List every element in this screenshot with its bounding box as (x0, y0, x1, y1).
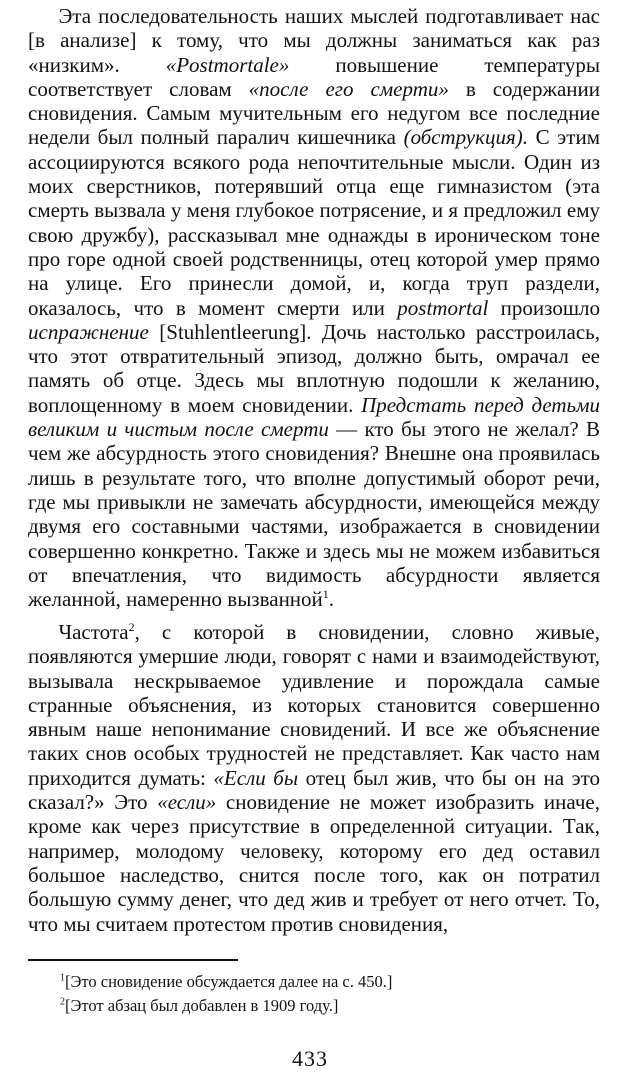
text-run: — кто бы этого не желал? В чем же абсурдность этого сновидения? Внешне она проявилась лишь в результате того, что вполне допустимый оборот речи, где мы привыкли не замечать абсурдности, имеющейся между двумя его составными частями, изображается в сновидении совершенно конкретно. Также и здесь мы не можем избавиться от впечатления, что видимость абсурдности является желанной, намеренно вызванной (28, 417, 600, 612)
footnote-ref-1[interactable]: 1 (322, 587, 329, 602)
footnote-mark: 2 (60, 996, 65, 1008)
footnote-mark: 1 (60, 972, 65, 984)
paragraph-1: Эта последовательность наших мыслей подготавливает нас [в анализе] к тому, что мы должны заниматься как раз «низким». «Postmortale» повышение температуры соответствует словам «после его смерти» в содержании сновидения. Самым мучительным его недугом все последние недели был полный паралич кишечника (обструкция). С этим ассоциируются всякого рода непочтительные мысли. Один из моих сверстников, потерявший отца еще гимназистом (эта смерть вызвала у меня глубокое потрясение, и я предложил ему свою дружбу), рассказывал мне однажды в ироническом тоне про горе одной своей родственницы, отец которой умер прямо на улице. Его принесли домой, и, когда труп раздели, оказалось, что в момент смерти или postmortal произошло испражнение [Stuhlentleerung]. Дочь настолько расстроилась, что этот отвратительный эпизод, должно быть, омрачал ее память об отце. Здесь мы вплотную подошли к желанию, воплощенному в моем сновидении. Предстать перед детьми великим и чистым после смерти — кто бы этого не желал? В чем же абсурдность этого сновидения? Внешне она проявилась лишь в результате того, что вполне допустимый оборот речи, где мы привыкли не замечать абсурдности, имеющейся между двумя его составными частями, изображается в сновидении совершенно конкретно. Также и здесь мы не можем избавиться от впечатления, что видимость абсурдности является желанной, намеренно вызванной$^1$. (28, 4, 600, 612)
paragraph-2 (28, 620, 600, 936)
text-run: , с которой в сновидении, словно живые, появляются умершие люди, говорят с нами и взаимодействуют, вызывала нескрываемое удивление и порождала самые странные объяснения, из которых становится совершенно явным наше непонимание сновидений. И все же объяснение таких снов особых трудностей не представляет. Как часто нам приходится думать: (28, 620, 600, 790)
italic-run: «после его смерти» (248, 76, 449, 101)
footnotes (60, 970, 600, 1018)
footnote-text: [Этот абзац был добавлен в 1909 году.] (65, 996, 339, 1015)
italic-run: «Если бы (213, 765, 299, 790)
text-run: в содержании сновидения. Самым мучительным его недугом все последние недели был полный паралич кишечника (28, 76, 600, 150)
text-run: Эта последовательность наших мыслей подготавливает нас [в анализе] к тому, что мы должны заниматься как раз «низким». (28, 4, 600, 77)
italic-run: postmortal (397, 295, 489, 320)
italic-run: испражнение (28, 319, 149, 344)
footnote-1 (60, 970, 600, 994)
italic-run: «если» (157, 790, 217, 815)
italic-run: «Postmortale» (165, 52, 290, 77)
text-run: произошло (488, 295, 600, 320)
text-run: повышение температуры соответствует словам (28, 52, 600, 101)
footnote-divider (28, 959, 238, 961)
footnote-text: [Это сновидение обсуждается далее на с. 450.] (65, 972, 393, 991)
italic-run: (обструкция). (403, 125, 528, 150)
footnote-2 (60, 994, 600, 1018)
text-run: отец был жив, что бы он на это сказал?» Это (28, 765, 601, 815)
text-run: С этим ассоциируются всякого рода непочтительные мысли. Один из моих сверстников, потерявший отца еще гимназистом (эта смерть вызвала у меня глубокое потрясение, и я предложил ему свою дружбу), рассказывал мне однажды в ироническом тоне про горе одной своей родственницы, отец которой умер прямо на улице. Его принесли домой, и, когда труп раздели, оказалось, что в момент смерти или (28, 125, 600, 320)
text-run: сновидение не может изобразить иначе, кроме как через присутствие в определенной ситуации. Так, например, молодому человеку, которому его дед оставил большое наследство, снится после того, как он потратил большую сумму денег, что дед жив и требует от него отчет. То, что мы считаем протестом против сновидения, (28, 790, 600, 936)
text-run: [Stuhlentleerung]. Дочь настолько расстроилась, что этот отвратительный эпизод, должно быть, омрачал ее память об отце. Здесь мы вплотную подошли к желанию, воплощенному в моем сновидении. (28, 319, 600, 417)
text-run: Частота (58, 620, 129, 644)
footnote-ref-2[interactable]: 2 (128, 620, 135, 634)
italic-run: Предстать перед детьми великим и чистым после смерти (28, 392, 600, 442)
page-number: 433 (292, 1046, 328, 1071)
